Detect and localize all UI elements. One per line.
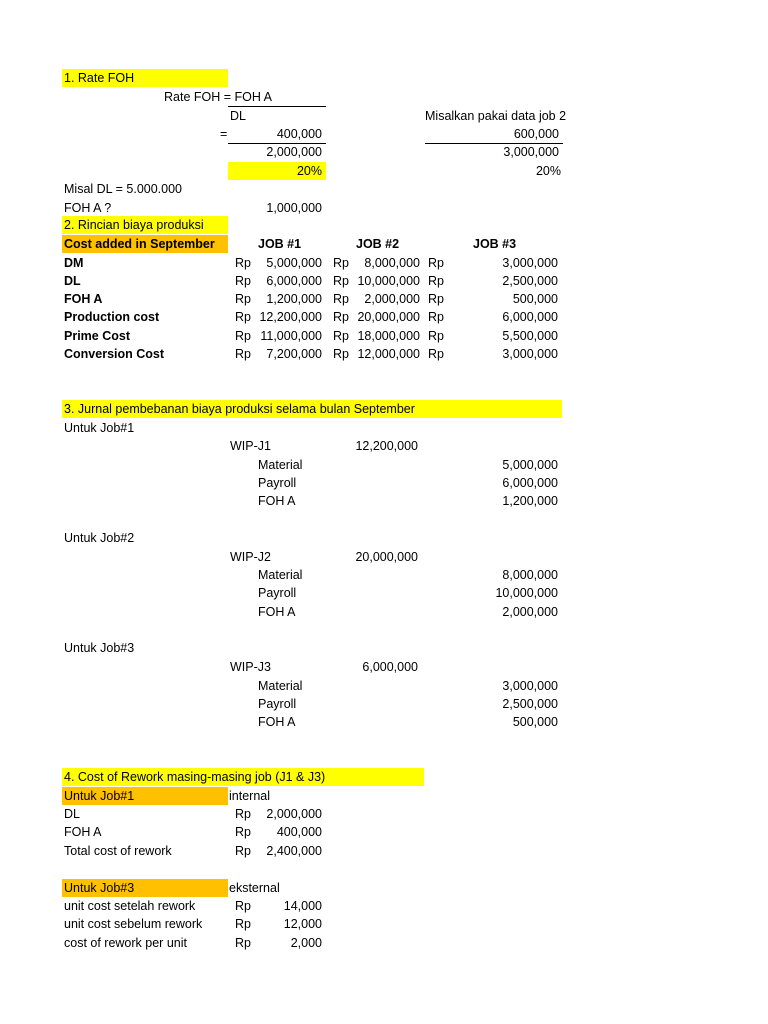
job2-rate: 20% xyxy=(535,164,561,178)
val-j2: 8,000,000 xyxy=(364,256,420,270)
journal-account: Material xyxy=(258,568,303,582)
rework-row-amt: 2,000 xyxy=(290,936,322,950)
journal-account: Payroll xyxy=(258,697,297,711)
journal-credit: 6,000,000 xyxy=(502,476,558,490)
rework-row-label: cost of rework per unit xyxy=(64,936,187,950)
journal-account: FOH A xyxy=(258,715,296,729)
rework-row-cur: Rp xyxy=(235,825,251,839)
rework-row-amt: 2,400,000 xyxy=(266,844,322,858)
journal-job1-label: Untuk Job#1 xyxy=(64,421,135,435)
val-j3: 3,000,000 xyxy=(502,256,558,270)
val-j3: 6,000,000 xyxy=(502,310,558,324)
rework-job3-label: Untuk Job#3 xyxy=(64,881,135,895)
rework-row-amt: 14,000 xyxy=(283,899,322,913)
section1-title: 1. Rate FOH xyxy=(64,71,135,85)
val-j1: 1,200,000 xyxy=(266,292,322,306)
journal-debit: 20,000,000 xyxy=(355,550,418,564)
cur-j2: Rp xyxy=(333,292,349,306)
val-j2: 2,000,000 xyxy=(364,292,420,306)
col-job2: JOB #2 xyxy=(356,237,400,251)
rate-denominator: 2,000,000 xyxy=(266,145,322,159)
val-j1: 12,200,000 xyxy=(259,310,322,324)
cur-j3: Rp xyxy=(428,292,444,306)
section3-title: 3. Jurnal pembebanan biaya produksi selama bulan September xyxy=(64,402,415,416)
col-job3: JOB #3 xyxy=(473,237,517,251)
col-job1: JOB #1 xyxy=(258,237,302,251)
journal-debit: 12,200,000 xyxy=(355,439,418,453)
val-j1: 5,000,000 xyxy=(266,256,322,270)
journal-credit: 2,000,000 xyxy=(502,605,558,619)
formula-dl: DL xyxy=(230,109,246,123)
journal-credit: 2,500,000 xyxy=(502,697,558,711)
journal-account: Material xyxy=(258,458,303,472)
val-j3: 3,000,000 xyxy=(502,347,558,361)
val-j1: 11,000,000 xyxy=(260,329,322,343)
cur-j3: Rp xyxy=(428,329,444,343)
rework-row-label: DL xyxy=(64,807,80,821)
journal-account: FOH A xyxy=(258,494,296,508)
val-j2: 10,000,000 xyxy=(357,274,420,288)
journal-job2-label: Untuk Job#2 xyxy=(64,531,135,545)
journal-credit: 8,000,000 xyxy=(502,568,558,582)
cur-j3: Rp xyxy=(428,347,444,361)
section4-title: 4. Cost of Rework masing-masing job (J1 & J3) xyxy=(64,770,326,784)
cur-j2: Rp xyxy=(333,310,349,324)
cur-j1: Rp xyxy=(235,274,251,288)
section2-title: 2. Rincian biaya produksi xyxy=(64,218,204,232)
job2-denominator: 3,000,000 xyxy=(503,145,559,159)
misal-dl: Misal DL = 5.000.000 xyxy=(64,182,183,196)
journal-credit: 1,200,000 xyxy=(502,494,558,508)
val-j1: 6,000,000 xyxy=(266,274,322,288)
row-label: Prime Cost xyxy=(64,329,130,343)
job2-numerator: 600,000 xyxy=(513,127,559,141)
cost-header: Cost added in September xyxy=(64,237,215,251)
val-j2: 18,000,000 xyxy=(357,329,420,343)
rework-row-label: unit cost sebelum rework xyxy=(64,917,203,931)
cur-j1: Rp xyxy=(235,310,251,324)
cur-j1: Rp xyxy=(235,329,251,343)
val-j3: 500,000 xyxy=(512,292,558,306)
cur-j2: Rp xyxy=(333,329,349,343)
cur-j2: Rp xyxy=(333,274,349,288)
row-label: DM xyxy=(64,256,84,270)
journal-credit: 3,000,000 xyxy=(502,679,558,693)
cur-j3: Rp xyxy=(428,274,444,288)
val-j2: 20,000,000 xyxy=(357,310,420,324)
journal-credit: 10,000,000 xyxy=(495,586,558,600)
journal-account: Material xyxy=(258,679,303,693)
journal-job3-label: Untuk Job#3 xyxy=(64,641,135,655)
rework-row-label: unit cost setelah rework xyxy=(64,899,196,913)
val-j3: 5,500,000 xyxy=(502,329,558,343)
journal-credit: 5,000,000 xyxy=(502,458,558,472)
rework-job1-type: internal xyxy=(229,789,270,803)
rework-job1-label: Untuk Job#1 xyxy=(64,789,135,803)
journal-account: FOH A xyxy=(258,605,296,619)
rework-row-label: FOH A xyxy=(64,825,102,839)
journal-wip: WIP-J3 xyxy=(230,660,271,674)
cur-j1: Rp xyxy=(235,347,251,361)
cur-j3: Rp xyxy=(428,256,444,270)
rework-row-amt: 400,000 xyxy=(276,825,322,839)
foha-value: 1,000,000 xyxy=(266,201,322,215)
journal-debit: 6,000,000 xyxy=(362,660,418,674)
row-label: Conversion Cost xyxy=(64,347,165,361)
rework-row-cur: Rp xyxy=(235,936,251,950)
rework-row-cur: Rp xyxy=(235,917,251,931)
journal-wip: WIP-J2 xyxy=(230,550,271,564)
rework-row-amt: 2,000,000 xyxy=(266,807,322,821)
row-label: FOH A xyxy=(64,292,103,306)
cur-j1: Rp xyxy=(235,256,251,270)
journal-wip: WIP-J1 xyxy=(230,439,271,453)
rework-row-amt: 12,000 xyxy=(283,917,322,931)
val-j1: 7,200,000 xyxy=(266,347,322,361)
journal-account: Payroll xyxy=(258,586,297,600)
rework-row-cur: Rp xyxy=(235,899,251,913)
row-label: DL xyxy=(64,274,81,288)
foha-question: FOH A ? xyxy=(64,201,112,215)
rework-row-label: Total cost of rework xyxy=(64,844,172,858)
cur-j2: Rp xyxy=(333,256,349,270)
row-label: Production cost xyxy=(64,310,160,324)
journal-account: Payroll xyxy=(258,476,297,490)
rate-numerator: 400,000 xyxy=(276,127,322,141)
journal-credit: 500,000 xyxy=(512,715,558,729)
rework-job3-type: eksternal xyxy=(229,881,280,895)
rework-row-cur: Rp xyxy=(235,844,251,858)
rate-formula: Rate FOH = FOH A xyxy=(164,90,273,104)
val-j3: 2,500,000 xyxy=(502,274,558,288)
rework-row-cur: Rp xyxy=(235,807,251,821)
cur-j1: Rp xyxy=(235,292,251,306)
val-j2: 12,000,000 xyxy=(357,347,420,361)
equals-sign: = xyxy=(220,127,228,141)
job2-note: Misalkan pakai data job 2 xyxy=(425,109,567,123)
rate-result: 20% xyxy=(296,164,322,178)
cur-j2: Rp xyxy=(333,347,349,361)
cur-j3: Rp xyxy=(428,310,444,324)
